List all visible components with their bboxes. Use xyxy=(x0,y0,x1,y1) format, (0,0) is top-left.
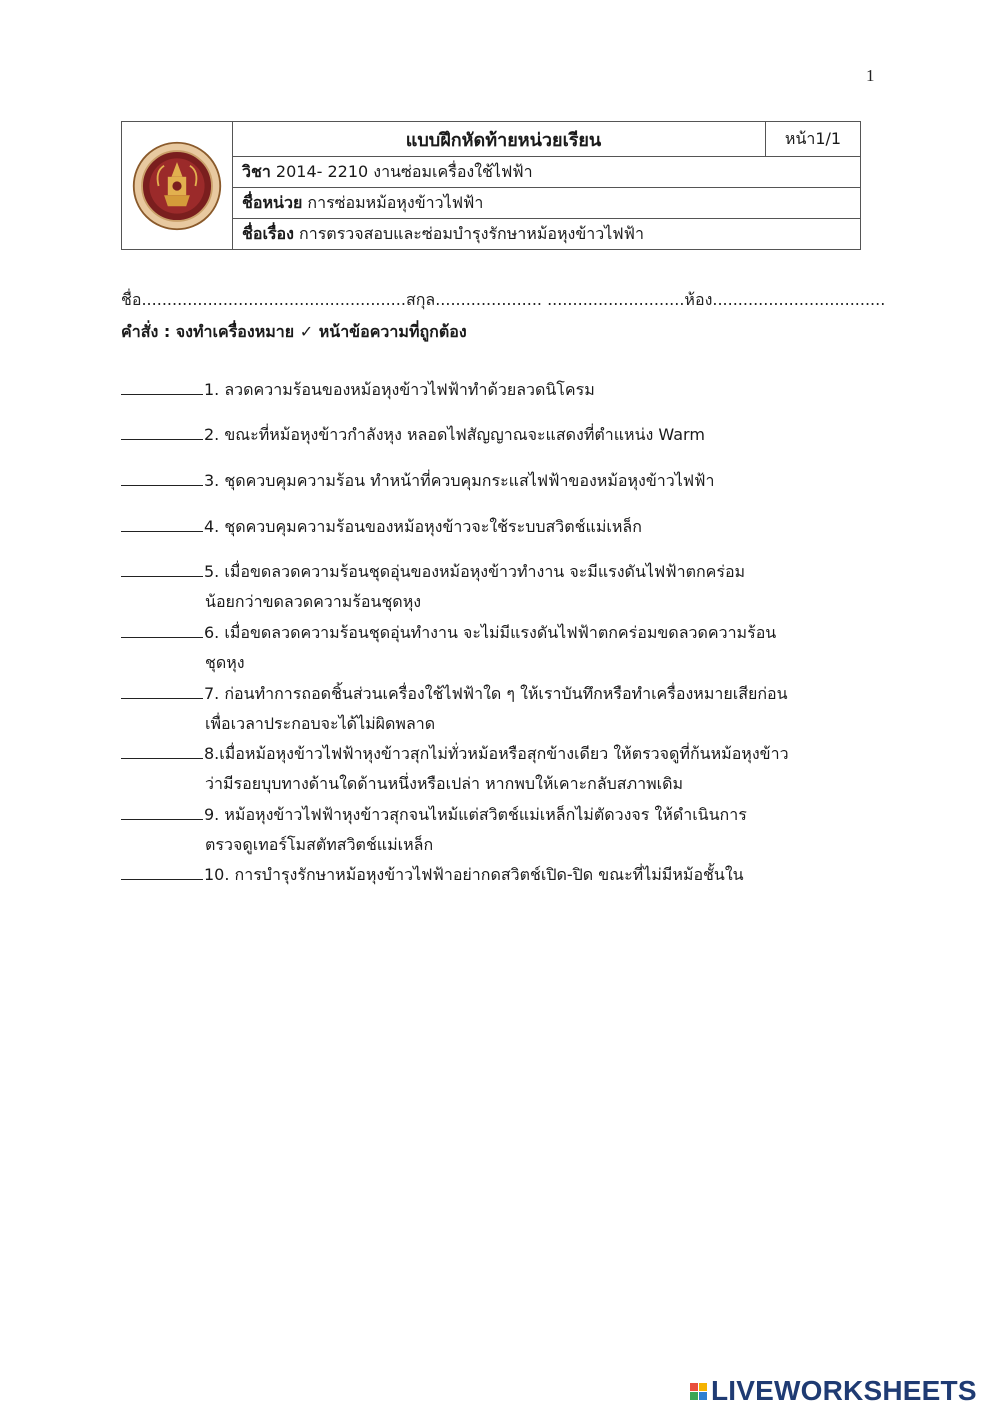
subject-value: 2014- 2210 งานซ่อมเครื่องใช้ไฟฟ้า xyxy=(270,161,533,181)
question-item xyxy=(121,800,861,860)
question-continuation: ชุดหุง xyxy=(205,653,245,672)
answer-blank[interactable] xyxy=(121,801,203,820)
answer-blank[interactable] xyxy=(121,558,203,577)
answer-blank[interactable] xyxy=(121,376,203,395)
question-text: 2. ขณะที่หม้อหุงข้าวกำลังหุง หลอดไฟสัญญาณจะแสดงที่ตำแหน่ง Warm xyxy=(204,425,705,444)
worksheet-title: แบบฝึกหัดท้ายหน่วยเรียน xyxy=(233,122,766,157)
question-item xyxy=(121,512,861,542)
question-first-line xyxy=(121,512,861,542)
question-item xyxy=(121,375,861,405)
question-first-line xyxy=(121,557,861,587)
subject-row xyxy=(233,157,861,188)
question-text: 9. หม้อหุงข้าวไฟฟ้าหุงข้าวสุกจนไหม้แต่สวิตช์แม่เหล็กไม่ตัดวงจร ให้ดำเนินการ xyxy=(204,805,747,824)
topic-label: ชื่อเรื่อง xyxy=(242,223,294,243)
question-text: 4. ชุดควบคุมความร้อนของหม้อหุงข้าวจะใช้ระบบสวิตช์แม่เหล็ก xyxy=(204,517,642,536)
liveworksheets-wordmark: LIVEWORKSHEETS xyxy=(711,1375,977,1406)
liveworksheets-logo xyxy=(690,1374,977,1408)
question-continuation: น้อยกว่าขดลวดความร้อนชุดหุง xyxy=(205,592,422,611)
topic-value: การตรวจสอบและซ่อมบำรุงรักษาหม้อหุงข้าวไฟฟ้า xyxy=(293,223,644,243)
subject-label: วิชา xyxy=(242,161,271,181)
question-item xyxy=(121,679,861,739)
question-first-line xyxy=(121,375,861,405)
logo-cell xyxy=(122,122,233,250)
question-item xyxy=(121,557,861,617)
question-item xyxy=(121,739,861,799)
unit-value: การซ่อมหม้อหุงข้าวไฟฟ้า xyxy=(302,192,484,212)
unit-row xyxy=(233,188,861,219)
liveworksheets-icon xyxy=(690,1383,707,1400)
question-continuation: ว่ามีรอยบุบทางด้านใดด้านหนึ่งหรือเปล่า หากพบให้เคาะกลับสภาพเดิม xyxy=(205,774,684,793)
answer-blank[interactable] xyxy=(121,861,203,880)
answer-blank[interactable] xyxy=(121,619,203,638)
college-seal-icon xyxy=(131,140,223,232)
liveworksheets-icon-square xyxy=(690,1392,698,1400)
answer-blank[interactable] xyxy=(121,513,203,532)
question-text: 8.เมื่อหม้อหุงข้าวไฟฟ้าหุงข้าวสุกไม่ทั่วหม้อหรือสุกข้างเดียว ให้ตรวจดูที่ก้นหม้อหุงข้าว xyxy=(204,744,789,763)
question-first-line xyxy=(121,860,861,890)
question-text: 10. การบำรุงรักษาหม้อหุงข้าวไฟฟ้าอย่ากดสวิตช์เปิด-ปิด ขณะที่ไม่มีหม้อชั้นใน xyxy=(204,865,744,884)
question-first-line xyxy=(121,800,861,830)
question-text: 3. ชุดควบคุมความร้อน ทำหน้าที่ควบคุมกระแสไฟฟ้าของหม้อหุงข้าวไฟฟ้า xyxy=(204,471,715,490)
question-text: 7. ก่อนทำการถอดชิ้นส่วนเครื่องใช้ไฟฟ้าใด ๆ ให้เราบันทึกหรือทำเครื่องหมายเสียก่อน xyxy=(204,684,788,703)
answer-blank[interactable] xyxy=(121,467,203,486)
liveworksheets-icon-square xyxy=(690,1383,698,1391)
question-first-line xyxy=(121,739,861,769)
question-first-line xyxy=(121,420,861,450)
question-text: 6. เมื่อขดลวดความร้อนชุดอุ่นทำงาน จะไม่มีแรงดันไฟฟ้าตกคร่อมขดลวดความร้อน xyxy=(204,623,777,642)
question-continuation: ตรวจดูเทอร์โมสตัทสวิตช์แม่เหล็ก xyxy=(205,835,434,854)
question-text: 5. เมื่อขดลวดความร้อนชุดอุ่นของหม้อหุงข้าวทำงาน จะมีแรงดันไฟฟ้าตกคร่อม xyxy=(204,562,746,581)
question-item xyxy=(121,420,861,450)
question-continuation: เพื่อเวลาประกอบจะได้ไม่ผิดพลาด xyxy=(205,714,436,733)
unit-label: ชื่อหน่วย xyxy=(242,192,303,212)
page-number: 1 xyxy=(866,66,875,85)
worksheet-header-table xyxy=(121,121,861,250)
question-first-line xyxy=(121,618,861,648)
liveworksheets-icon-square xyxy=(699,1392,707,1400)
answer-blank[interactable] xyxy=(121,740,203,759)
student-info-line[interactable]: ชื่อ....................................................สกุล..................... ...........................ห้อง.................................. xyxy=(121,290,886,309)
question-item xyxy=(121,466,861,496)
question-first-line xyxy=(121,466,861,496)
question-text: 1. ลวดความร้อนของหม้อหุงข้าวไฟฟ้าทำด้วยลวดนิโครม xyxy=(204,380,595,399)
answer-blank[interactable] xyxy=(121,421,203,440)
answer-blank[interactable] xyxy=(121,680,203,699)
instruction-text: คำสั่ง : จงทำเครื่องหมาย ✓ หน้าข้อความที่ถูกต้อง xyxy=(121,322,467,341)
question-first-line xyxy=(121,679,861,709)
page-count-label: หน้า1/1 xyxy=(766,122,861,157)
topic-row xyxy=(233,219,861,250)
question-item xyxy=(121,860,861,890)
liveworksheets-icon-square xyxy=(699,1383,707,1391)
question-item xyxy=(121,618,861,678)
